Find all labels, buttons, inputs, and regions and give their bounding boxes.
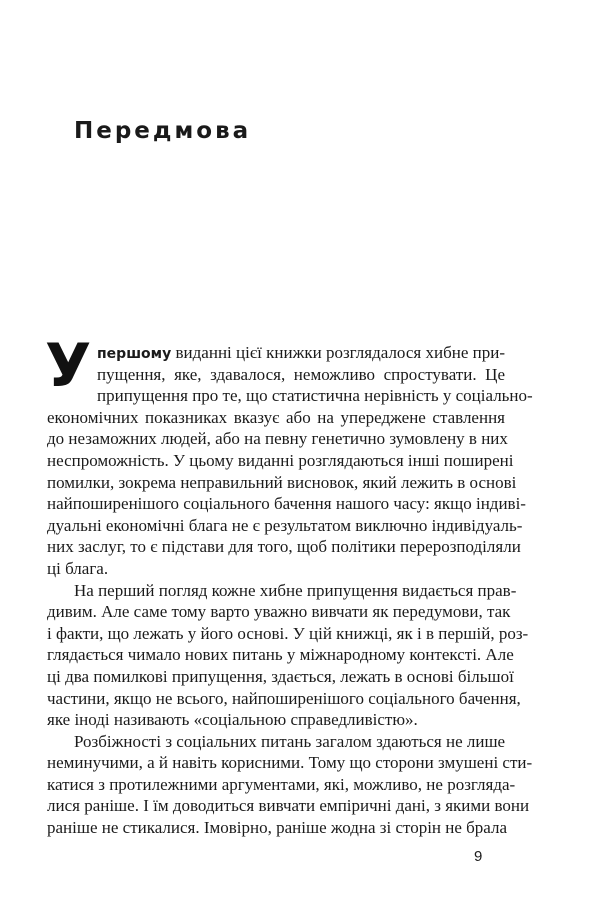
drop-cap: У xyxy=(45,331,92,401)
text-line-content: виданні цієї книжки розглядалося хибне при- xyxy=(171,343,505,362)
text-line: помилки, зокрема неправильний висновок, який лежить в основі xyxy=(47,472,517,492)
text-line: ці два помилкові припущення, здається, лежать в основі більшої xyxy=(47,666,514,686)
text-line: частини, якщо не всього, найпоширенішого соціального бачення, xyxy=(47,688,521,708)
text-line: до незаможних людей, або на певну генетично зумовлену в них xyxy=(47,429,508,449)
text-line: ці блага. xyxy=(47,558,109,578)
text-line: дивим. Але саме тому варто уважно вивчати як передумови, так xyxy=(47,602,511,622)
text-line: глядається чимало нових питань у міжнародному контексті. Але xyxy=(47,645,514,665)
text-line: економічних показниках вказує або на упереджене ставлення xyxy=(47,407,505,427)
text-line: неминучими, а й навіть корисними. Тому що сторони змушені сти- xyxy=(47,753,533,773)
text-line: пущення, яке, здавалося, неможливо спростувати. Це xyxy=(97,364,505,384)
body-text xyxy=(45,331,533,839)
text-line: неспроможність. У цьому виданні розглядаються інші поширені xyxy=(47,450,514,470)
text-line: найпоширенішого соціального бачення нашого часу: якщо індиві- xyxy=(47,494,526,514)
text-line: і факти, що лежать у його основі. У цій книжці, як і в першій, роз- xyxy=(47,623,529,643)
text-line: раніше не стикалися. Імовірно, раніше жодна зі сторін не брала xyxy=(47,818,508,838)
text-line: На перший погляд кожне хибне припущення видається прав- xyxy=(74,580,517,600)
text-line: дуальні економічні блага не є результатом виключно індивідуаль- xyxy=(47,515,523,535)
text-line: них заслуг, то є підстави для того, щоб політики перерозподіляли xyxy=(47,537,521,557)
chapter-title: Передмова xyxy=(74,118,252,144)
text-line: лися раніше. І їм доводиться вивчати емпіричні дані, з якими вони xyxy=(47,796,530,816)
page-number: 9 xyxy=(474,848,483,865)
text-line: яке іноді називають «соціальною справедливістю». xyxy=(47,710,418,730)
text-line: катися з протилежними аргументами, які, можливо, не розгляда- xyxy=(47,774,516,794)
text-line xyxy=(47,342,505,364)
text-line: припущення про те, що статистична нерівність у соціально- xyxy=(97,386,533,406)
text-line: Розбіжності з соціальних питань загалом здаються не лише xyxy=(74,731,506,751)
lead-word: першому xyxy=(97,346,172,362)
